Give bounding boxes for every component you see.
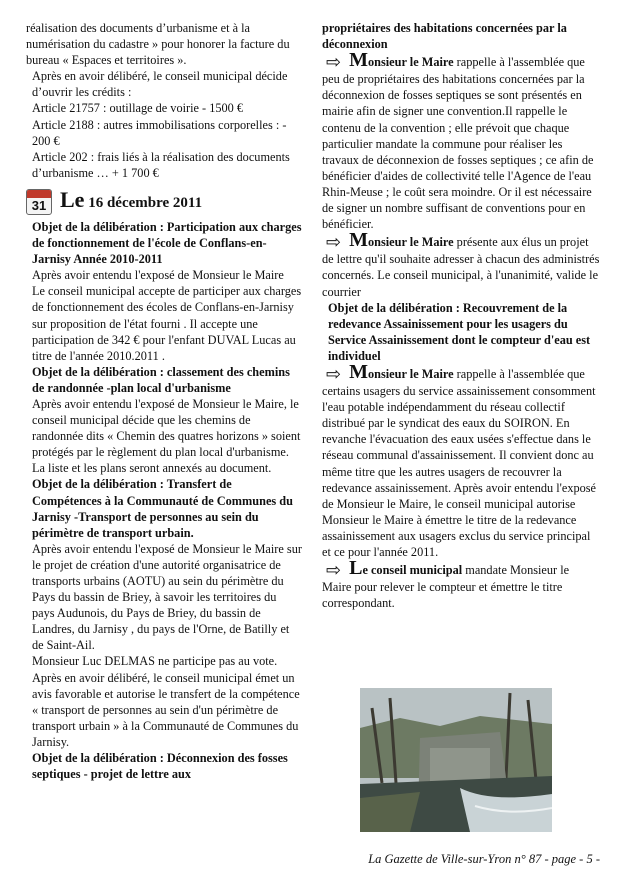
paragraph: Le conseil municipal accepte de participer aux charges de fonctionnement des écoles de Conflans-en-Jarnisy sur proposition de l'état fourni . Il accepte une participation de 342 € pour l'enfant DUVAL Lucas au titre de l'année 2010.2011 .: [32, 284, 302, 363]
session-date: [26, 189, 302, 215]
paragraph-text: rappelle à l'assemblée que certains usagers du service assainissement consomment l'eau potable indépendamment du réseau collectif distribué par le syndicat des eaux du SOIRON. En revanche l'évacuation des eaux usées s'effectue dans le réseau communal d'assainissement. Il convient donc au même titre que les autres usagers de recouvrer la redevance assainissement. Après avoir entendu l'exposé de Monsieur le Maire, le conseil municipal autorise Monsieur le Maire à émettre le titre de la redevance assainissement aux usagers exclus du service principal et ce pour l'année 2011.: [322, 366, 597, 559]
right-arrow-icon: ⇨: [326, 232, 342, 254]
right-arrow-icon: ⇨: [326, 363, 342, 385]
lead-words: e conseil municipal: [362, 563, 463, 578]
initial-letter: M: [349, 360, 368, 383]
date-text: 16 décembre 2011: [88, 195, 203, 212]
initial-letter: L: [349, 557, 363, 580]
credit-line: Article 202 : frais liés à la réalisation des documents d’urbanisme … + 1 700 €: [32, 149, 290, 180]
paragraph: [322, 557, 600, 611]
deliberation-heading: Objet de la délibération : Déconnexion des fosses septiques - projet de lettre aux: [32, 751, 288, 782]
credit-line: Article 2188 : autres immobilisations corporelles : - 200 €: [32, 117, 287, 148]
paragraph: [322, 49, 600, 232]
stream-photo: [360, 688, 552, 832]
lead-words: onsieur le Maire: [367, 235, 454, 250]
paragraph: Après avoir entendu l'exposé de Monsieur le Maire sur le projet de création d'une autorité organisatrice de transports urbains (AOTU) au sein du périmètre du Pays du bassin de Briey, à savoir les territoires du pays Audunois, du Pays de Briey, du bassin de Landres, du Jarnisy , du pays de l'Orne, de Batilly et de Saint-Ail.: [32, 541, 302, 653]
credit-line: Article 21757 : outillage de voirie - 1500 €: [32, 101, 244, 116]
right-arrow-icon: ⇨: [326, 560, 342, 582]
right-column: [322, 20, 600, 611]
left-column: [26, 20, 302, 782]
deliberation-heading: Objet de la délibération : Recouvrement de la redevance Assainissement pour les usagers du Service Assainissement dont le compteur d'eau est individuel: [328, 300, 591, 363]
paragraph-text: rappelle à l'assemblée que peu de propriétaires des habitations concernées par la déconnexion de fosses septiques se sont présentés en mairie afin de signer une convention.Il rappelle le contenu de la convention ; elle prévoit que chaque particulier mandate la commune pour réaliser les travaux de déconnexion de fosses septiques ; ce afin de bénéficier d'aides de collectivité telle l'Agence de l'eau Rhin-Meuse ; le coût sera moindre. Or il est nécessaire de signer un nombre suffisant de conventions pour en bénéficier.: [322, 55, 594, 232]
calendar-day: 31: [31, 197, 47, 213]
paragraph: [322, 229, 600, 299]
paragraph: Après avoir entendu l'exposé de Monsieur le Maire, le conseil municipal décide que les chemins de randonnée dits « Chemin des quatres horizons » soient protégés par le règlement du plan local d'urbanisme. La liste et les plans seront annexés au document.: [32, 396, 301, 476]
lead-words: onsieur le Maire: [367, 366, 454, 381]
right-arrow-icon: ⇨: [326, 52, 342, 74]
paragraph-text: présente aux élus un projet de lettre qu'il souhaite adresser à chacun des administrés concernés. Le conseil municipal, à l'unanimité, valide le courrier: [322, 235, 600, 299]
deliberation-heading-continued: propriétaires des habitations concernées par la déconnexion: [322, 21, 567, 52]
paragraph: Après en avoir délibéré, le conseil municipal décide d’ouvrir les crédits :: [32, 69, 288, 100]
initial-letter: M: [349, 49, 368, 72]
deliberation-heading: Objet de la délibération : Transfert de Compétences à la Communauté de Communes du Jarnisy -Transport de personnes au sein du périmètre de transport urbain.: [32, 477, 293, 540]
paragraph: réalisation des documents d’urbanisme et à la numérisation du cadastre » pour honorer la facture du bureau « Espaces et territoires ».: [26, 21, 290, 68]
paragraph: Après avoir entendu l'exposé de Monsieur le Maire: [32, 268, 284, 283]
page-footer: La Gazette de Ville-sur-Yron n° 87 - page - 5 -: [368, 852, 600, 866]
paragraph: [322, 360, 600, 560]
deliberation-heading: Objet de la délibération : Participation aux charges de fonctionnement de l'école de Conflans-en-Jarnisy Année 2010-2011: [32, 219, 302, 267]
deliberation-heading: Objet de la délibération : classement des chemins de randonnée -plan local d'urbanisme: [32, 364, 290, 395]
paragraph-text: mandate Monsieur le Maire pour relever le compteur et émettre le titre correspondant.: [322, 563, 570, 611]
stream-photo-illustration: [360, 688, 552, 832]
lead-words: onsieur le Maire: [367, 55, 454, 70]
initial-letter: M: [349, 229, 368, 252]
paragraph: Monsieur Luc DELMAS ne participe pas au vote. Après en avoir délibéré, le conseil municipal émet un avis favorable et autorise le transfert de la compétence « transport de personnes au sein d'un périmètre de transport urbain » à la Communauté de Communes du Jarnisy.: [32, 654, 300, 749]
calendar-icon: [26, 189, 52, 215]
session-date-title: [60, 187, 203, 213]
date-prefix: Le: [60, 187, 85, 213]
